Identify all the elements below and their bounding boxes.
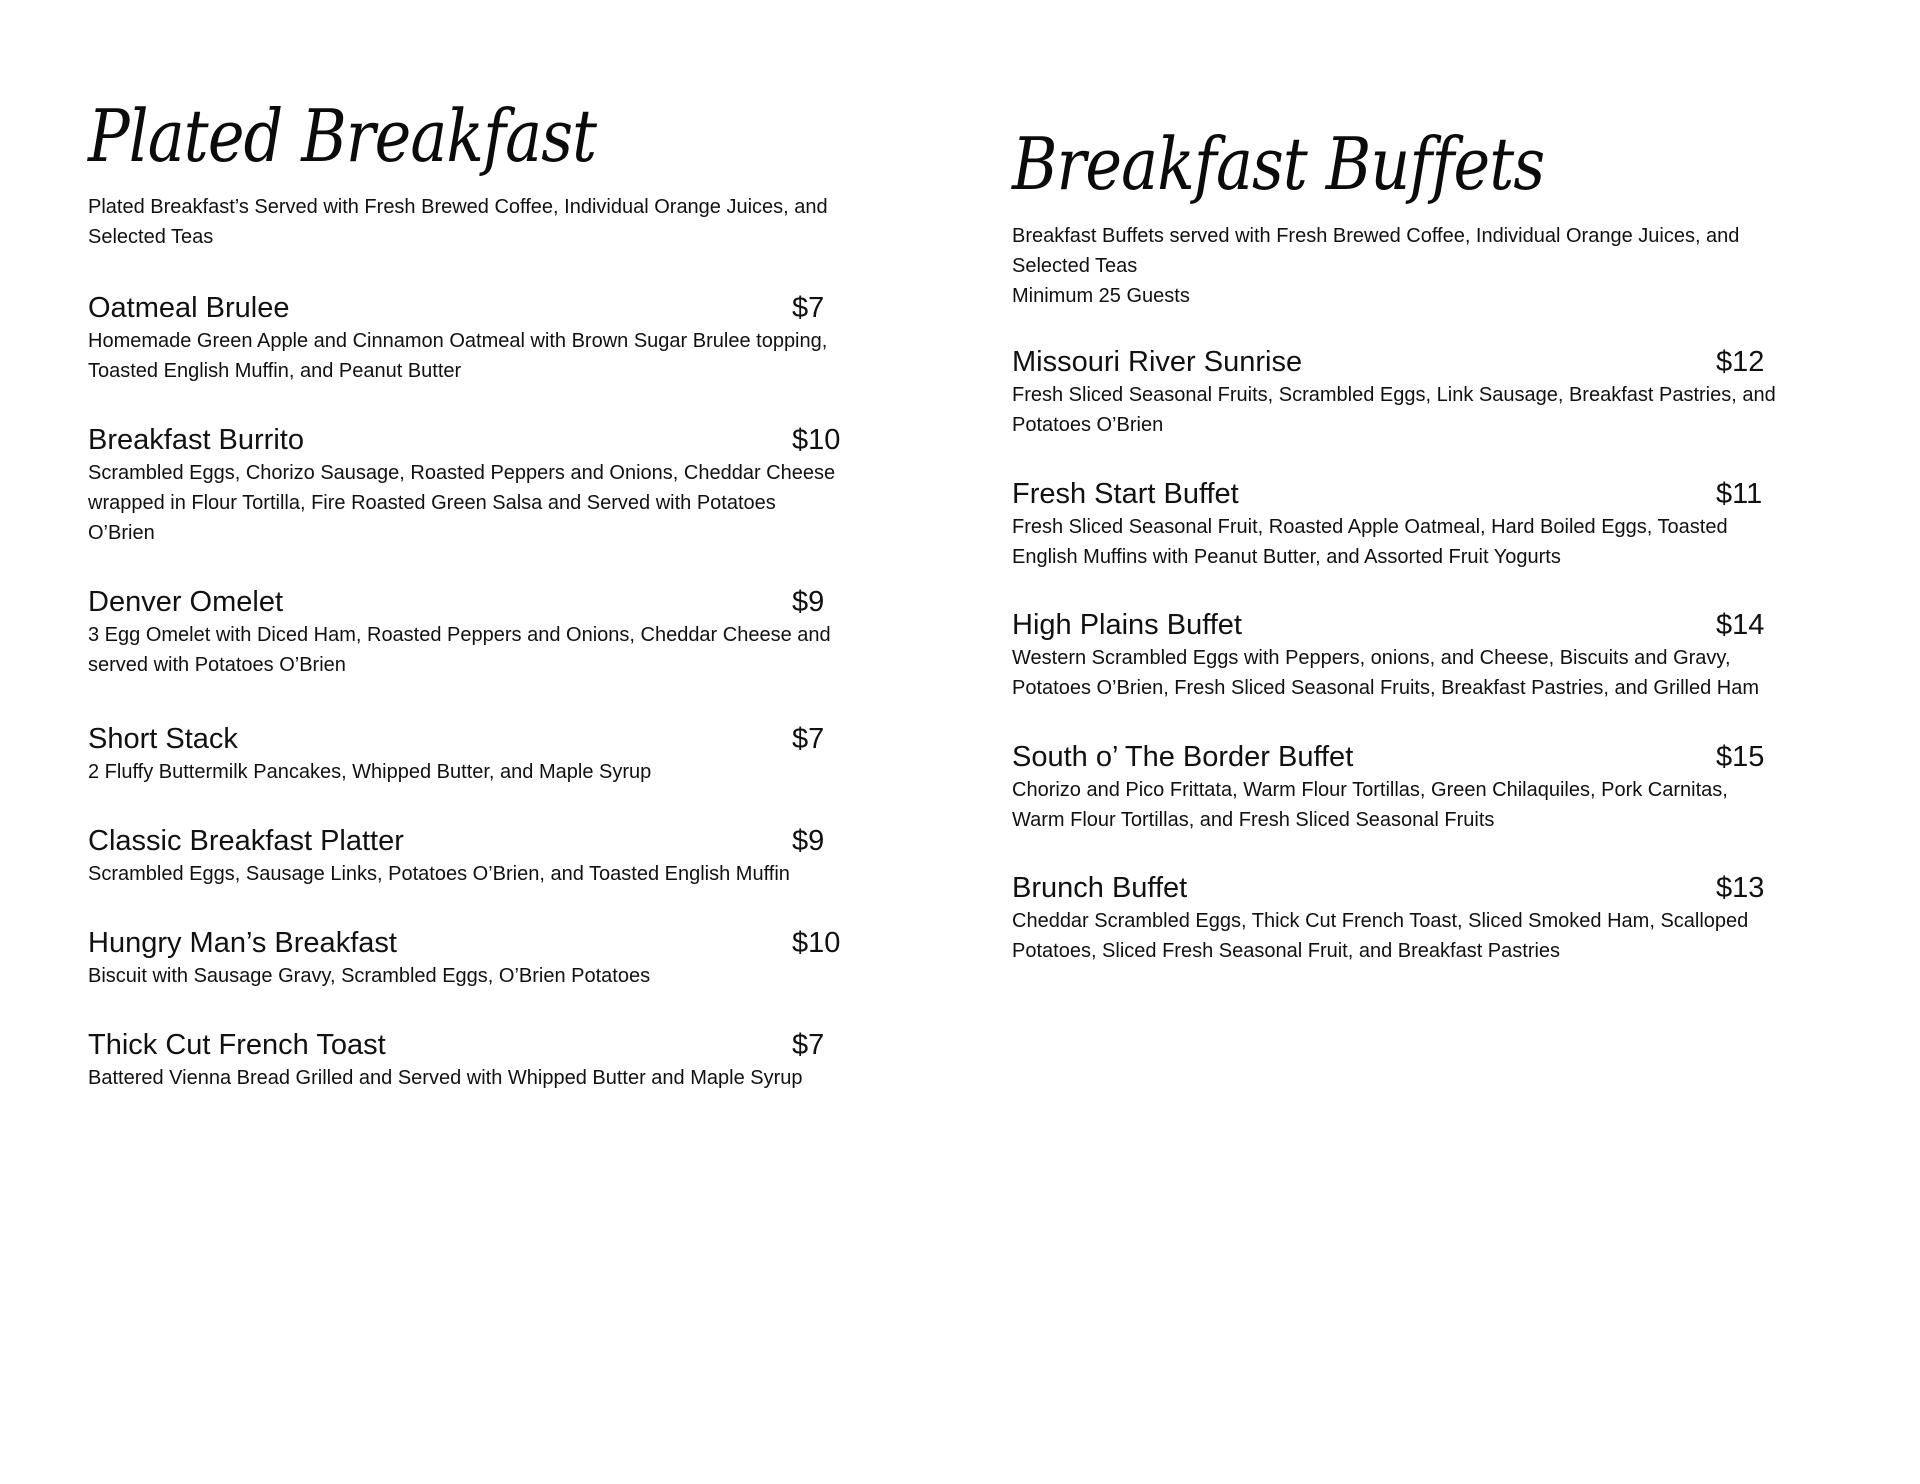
- item-price: $13: [1716, 872, 1765, 904]
- description-line: wrapped in Flour Tortilla, Fire Roasted Green Salsa and Served with Potatoes: [88, 492, 776, 514]
- plated-breakfast-intro: [88, 192, 928, 252]
- description-line: Scrambled Eggs, Chorizo Sausage, Roasted Peppers and Onions, Cheddar Cheese: [88, 462, 836, 484]
- item-price: $7: [792, 292, 825, 324]
- description-line: 3 Egg Omelet with Diced Ham, Roasted Peppers and Onions, Cheddar Cheese and: [88, 624, 831, 646]
- item-name: Thick Cut French Toast: [88, 1029, 386, 1061]
- item-description: [88, 326, 928, 386]
- menu-item-hungry-mans-breakfast: [88, 923, 928, 991]
- item-name: Fresh Start Buffet: [1012, 478, 1239, 510]
- description-line: English Muffins with Peanut Butter, and Assorted Fruit Yogurts: [1012, 546, 1561, 568]
- breakfast-buffets-heading: Breakfast Buffets: [1012, 122, 1545, 206]
- menu-item-short-stack: [88, 719, 928, 787]
- menu-item-denver-omelet: [88, 582, 928, 680]
- item-description: [1012, 643, 1852, 703]
- description-line: O’Brien: [88, 522, 155, 544]
- item-description: [88, 961, 928, 991]
- description-line: Potatoes, Sliced Fresh Seasonal Fruit, and Breakfast Pastries: [1012, 940, 1561, 962]
- item-price: $10: [792, 927, 841, 959]
- item-price: $12: [1716, 346, 1765, 378]
- item-name: Breakfast Burrito: [88, 424, 304, 456]
- menu-item-brunch-buffet: [1012, 868, 1852, 966]
- item-price: $9: [792, 825, 825, 857]
- item-name: Missouri River Sunrise: [1012, 346, 1303, 378]
- item-description: [88, 859, 928, 889]
- item-description: [88, 757, 928, 787]
- menu-item-high-plains-buffet: [1012, 605, 1852, 703]
- breakfast-buffets-intro: [1012, 221, 1852, 311]
- item-price: $7: [792, 723, 825, 755]
- item-price: $14: [1716, 609, 1765, 641]
- description-line: Toasted English Muffin, and Peanut Butter: [88, 360, 462, 382]
- menu-item-breakfast-burrito: [88, 420, 928, 548]
- item-description: [1012, 775, 1852, 835]
- description-line: Fresh Sliced Seasonal Fruit, Roasted Apple Oatmeal, Hard Boiled Eggs, Toasted: [1012, 516, 1728, 538]
- item-name: Oatmeal Brulee: [88, 292, 290, 324]
- item-name: South o’ The Border Buffet: [1012, 741, 1354, 773]
- description-line: Cheddar Scrambled Eggs, Thick Cut French Toast, Sliced Smoked Ham, Scalloped: [1012, 910, 1749, 932]
- item-description: [88, 620, 928, 680]
- menu-item-missouri-river-sunrise: [1012, 342, 1852, 440]
- menu-item-thick-cut-french-toast: [88, 1025, 928, 1093]
- item-description: [88, 458, 928, 548]
- menu-item-oatmeal-brulee: [88, 288, 928, 386]
- menu-item-fresh-start-buffet: [1012, 474, 1852, 572]
- description-line: Chorizo and Pico Frittata, Warm Flour Tortillas, Green Chilaquiles, Pork Carnitas,: [1012, 779, 1728, 801]
- item-price: $7: [792, 1029, 825, 1061]
- description-line: Fresh Sliced Seasonal Fruits, Scrambled Eggs, Link Sausage, Breakfast Pastries, and: [1012, 384, 1776, 406]
- item-name: Denver Omelet: [88, 586, 284, 618]
- description-line: Biscuit with Sausage Gravy, Scrambled Eggs, O’Brien Potatoes: [88, 965, 651, 987]
- intro-line: Plated Breakfast’s Served with Fresh Brewed Coffee, Individual Orange Juices, and: [88, 196, 828, 218]
- description-line: 2 Fluffy Buttermilk Pancakes, Whipped Butter, and Maple Syrup: [88, 761, 652, 783]
- description-line: Homemade Green Apple and Cinnamon Oatmeal with Brown Sugar Brulee topping,: [88, 330, 828, 352]
- description-line: Warm Flour Tortillas, and Fresh Sliced Seasonal Fruits: [1012, 809, 1495, 831]
- description-line: Potatoes O’Brien: [1012, 414, 1164, 436]
- item-name: High Plains Buffet: [1012, 609, 1242, 641]
- intro-line: Selected Teas: [88, 226, 214, 248]
- item-description: [1012, 380, 1852, 440]
- description-line: Potatoes O’Brien, Fresh Sliced Seasonal Fruits, Breakfast Pastries, and Grilled Ham: [1012, 677, 1759, 699]
- item-name: Brunch Buffet: [1012, 872, 1188, 904]
- description-line: Battered Vienna Bread Grilled and Served with Whipped Butter and Maple Syrup: [88, 1067, 803, 1089]
- item-price: $11: [1716, 478, 1763, 510]
- item-name: Classic Breakfast Platter: [88, 825, 404, 857]
- item-description: [1012, 512, 1852, 572]
- plated-breakfast-heading: Plated Breakfast: [88, 94, 597, 178]
- menu-item-south-o-the-border-buffet: [1012, 737, 1852, 835]
- description-line: served with Potatoes O’Brien: [88, 654, 346, 676]
- intro-line: Selected Teas: [1012, 255, 1138, 277]
- item-description: [88, 1063, 928, 1093]
- item-price: $9: [792, 586, 825, 618]
- item-name: Short Stack: [88, 723, 238, 755]
- description-line: Western Scrambled Eggs with Peppers, onions, and Cheese, Biscuits and Gravy,: [1012, 647, 1731, 669]
- item-description: [1012, 906, 1852, 966]
- item-name: Hungry Man’s Breakfast: [88, 927, 397, 959]
- item-price: $15: [1716, 741, 1765, 773]
- intro-line: Minimum 25 Guests: [1012, 285, 1190, 307]
- item-price: $10: [792, 424, 841, 456]
- menu-item-classic-breakfast-platter: [88, 821, 928, 889]
- intro-line: Breakfast Buffets served with Fresh Brewed Coffee, Individual Orange Juices, and: [1012, 225, 1740, 247]
- description-line: Scrambled Eggs, Sausage Links, Potatoes O’Brien, and Toasted English Muffin: [88, 863, 790, 885]
